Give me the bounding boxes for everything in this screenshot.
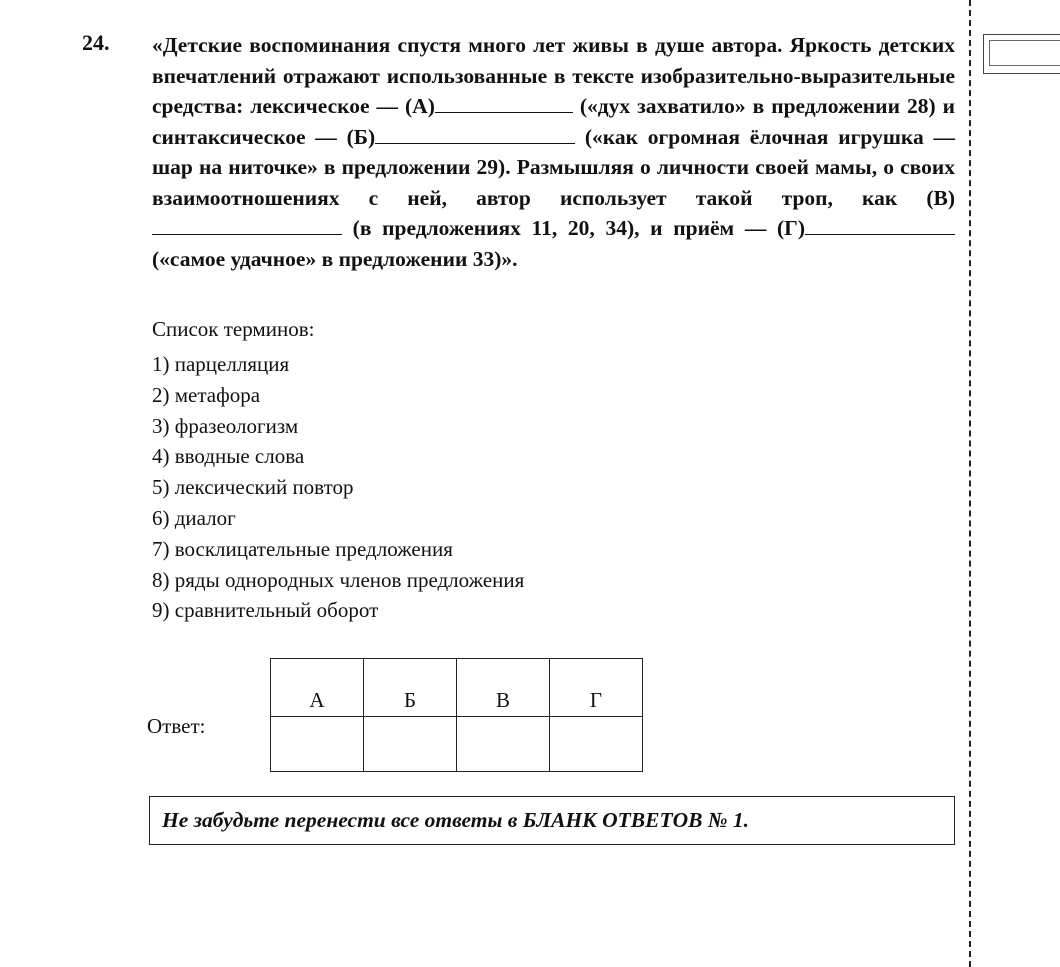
term-item: 8) ряды однородных членов предложения [152, 567, 525, 592]
term-item: 2) метафора [152, 382, 261, 407]
term-item: 3) фразеологизм [152, 413, 299, 438]
answer-header-row [271, 659, 643, 717]
term-item: 5) лексический повтор [152, 475, 354, 500]
task-text-part-4: (в предложениях 11, 20, 34), и приём — (Г) [342, 216, 805, 240]
terms-list [152, 349, 524, 626]
task-text [152, 30, 955, 274]
answer-cell-v[interactable] [457, 717, 550, 772]
answer-label: Ответ: [147, 714, 206, 738]
answer-column-header-g: Г [550, 659, 643, 717]
cut-line [969, 0, 971, 967]
term-item: 9) сравнительный оборот [152, 598, 379, 623]
term-item: 1) парцелляция [152, 352, 290, 376]
blank-g[interactable] [805, 216, 955, 235]
term-item: 4) вводные слова [152, 444, 305, 469]
side-answer-box-inner [989, 40, 1060, 66]
task-text-part-5: («самое удачное» в предложении 33)». [152, 246, 518, 271]
answer-cell-a[interactable] [271, 717, 364, 772]
answer-input-row [271, 717, 643, 772]
task-text-part-1: «Детские воспоминания спустя много лет живы в душе автора. Яркость детских впечатлений отражают использованные в тексте изобразительно-выразительные средства: лексическое — (А) [152, 33, 955, 118]
reminder-note: Не забудьте перенести все ответы в БЛАНК ОТВЕТОВ № 1. [149, 796, 955, 845]
blank-v[interactable] [152, 216, 342, 235]
blank-a[interactable] [435, 94, 573, 113]
question-number: 24. [82, 30, 110, 55]
task-text-part-2: («дух захватило» в предложении 28) и синтаксическое — (Б) [152, 94, 955, 149]
answer-table [270, 658, 643, 772]
answer-column-header-a: А [271, 659, 364, 717]
term-item: 7) восклицательные предложения [152, 536, 453, 561]
terms-title: Список терминов: [152, 317, 315, 341]
answer-cell-g[interactable] [550, 717, 643, 772]
task-text-part-3: («как огромная ёлочная игрушка — шар на ниточке» в предложении 29). Размышляя о личности своей мамы, о своих взаимоотношениях с ней, автор использует такой троп, как (В) [152, 124, 955, 210]
answer-cell-b[interactable] [364, 717, 457, 772]
blank-b[interactable] [375, 125, 575, 144]
answer-column-header-v: В [457, 659, 550, 717]
answer-column-header-b: Б [364, 659, 457, 717]
term-item: 6) диалог [152, 505, 236, 530]
